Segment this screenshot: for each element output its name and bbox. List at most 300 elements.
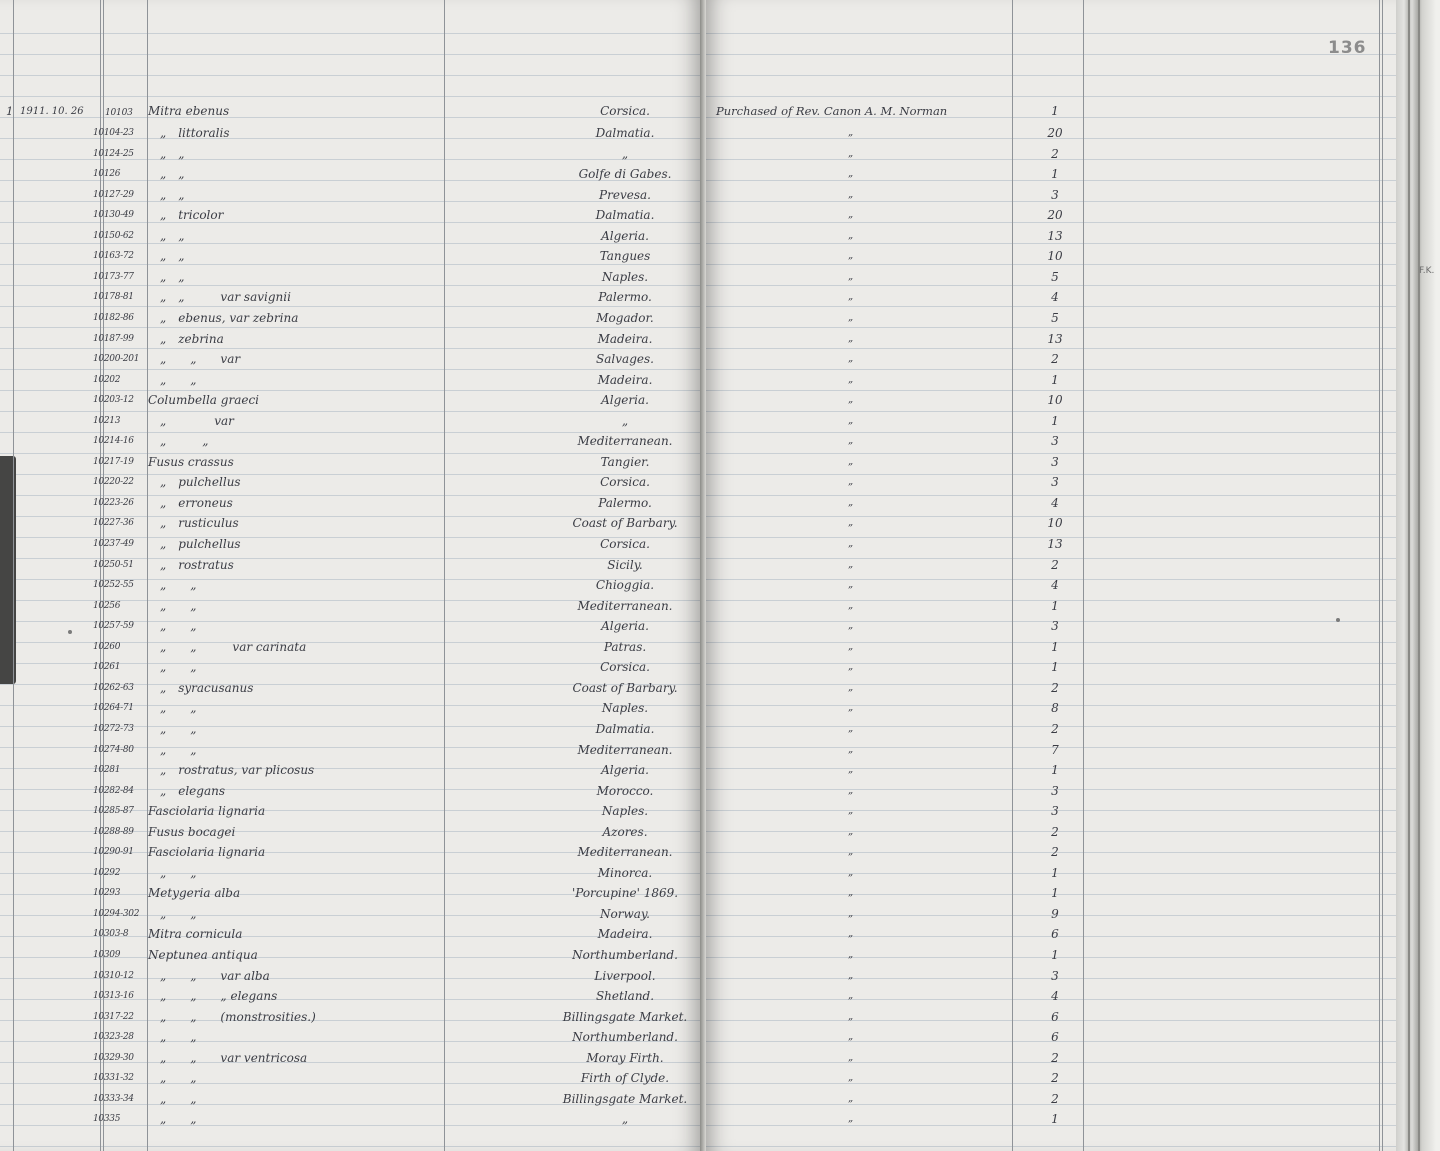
specimen-count: 3	[1051, 187, 1059, 202]
register-number: 10223-26	[93, 497, 134, 508]
specimen-count: 2	[1051, 557, 1059, 572]
register-number: 10288-89	[93, 826, 134, 837]
source-ditto: „	[848, 764, 854, 776]
source-ditto: „	[848, 496, 854, 508]
table-row	[0, 452, 1396, 472]
species-name: „ „	[148, 187, 185, 202]
species-name: Fusus bocagei	[148, 824, 236, 839]
specimen-count: 1	[1051, 413, 1059, 428]
source-ditto: „	[848, 949, 854, 960]
locality: Dalmatia.	[595, 721, 655, 736]
locality: Shetland.	[595, 989, 655, 1004]
register-number: 10217-19	[93, 456, 134, 467]
species-name: „ var	[148, 413, 234, 428]
locality: Dalmatia.	[595, 126, 655, 140]
register-number: 10323-28	[93, 1032, 134, 1043]
register-number: 10173-77	[93, 271, 134, 282]
specimen-count: 3	[1051, 434, 1059, 449]
source-ditto: „	[848, 147, 854, 159]
species-name: „ „	[148, 1071, 197, 1086]
register-number: 10130-49	[93, 210, 134, 221]
source-ditto: „	[848, 353, 854, 365]
table-row	[0, 842, 1396, 862]
register-number: 10303-8	[93, 929, 129, 940]
species-name: „ „	[148, 434, 209, 449]
source-ditto: „	[848, 127, 854, 138]
species-name: „ rostratus, var plicosus	[148, 763, 315, 778]
register-number: 10274-80	[93, 744, 134, 755]
specimen-count: 13	[1047, 331, 1063, 346]
register-number: 10103	[105, 108, 133, 118]
source-ditto: „	[848, 188, 854, 200]
table-row	[0, 1007, 1396, 1027]
species-name: „ „ var ventricosa	[148, 1050, 308, 1065]
species-name: „ „ var	[148, 352, 241, 367]
paper-speck	[68, 630, 72, 634]
species-name: Mitra cornicula	[148, 927, 243, 942]
specimen-count: 2	[1051, 146, 1059, 161]
species-name: „ „ (monstrosities.)	[148, 1009, 316, 1024]
source-ditto: „	[848, 394, 854, 406]
species-name: „ „	[148, 578, 197, 593]
source-ditto: „	[848, 681, 854, 693]
register-number: 10282-84	[93, 785, 134, 796]
register-number: 10187-99	[93, 333, 134, 344]
source-ditto: „	[848, 969, 854, 981]
source-ditto: „	[848, 620, 854, 632]
locality: Madeira.	[597, 331, 653, 346]
source-ditto: „	[848, 1092, 854, 1104]
table-row	[0, 472, 1396, 492]
table-row	[0, 308, 1396, 328]
register-number: 10257-59	[93, 621, 134, 632]
table-row	[0, 226, 1396, 246]
register-number: 10202	[93, 374, 121, 385]
specimen-count: 3	[1051, 475, 1059, 490]
source-ditto: „	[848, 332, 854, 344]
register-number: 10214-16	[93, 436, 134, 447]
register-number: 10178-81	[93, 292, 134, 303]
specimen-count: 1	[1051, 167, 1059, 182]
register-number: 10329-30	[93, 1052, 134, 1063]
locality: Algeria.	[601, 393, 649, 408]
source-ditto: „	[848, 846, 854, 858]
source-ditto: „	[848, 887, 854, 899]
register-number: 10313-16	[93, 991, 134, 1002]
table-row	[0, 1109, 1396, 1129]
locality: Naples.	[601, 804, 649, 819]
source-ditto: „	[848, 229, 854, 241]
register-number: 10290-91	[93, 847, 134, 858]
table-row	[0, 411, 1396, 431]
species-name: „ littoralis	[148, 126, 230, 140]
specimen-count: 3	[1051, 619, 1059, 634]
specimen-count: 1	[1051, 639, 1059, 654]
specimen-count: 10	[1047, 393, 1063, 408]
register-number: 10250-51	[93, 559, 134, 570]
table-row	[0, 555, 1396, 575]
register-number: 10331-32	[93, 1073, 134, 1084]
register-number: 10124-25	[93, 148, 134, 159]
locality: Norway.	[600, 906, 650, 921]
register-number: 10272-73	[93, 723, 134, 734]
locality: Dalmatia.	[595, 208, 655, 223]
table-row	[0, 164, 1396, 184]
table-row	[0, 123, 1396, 143]
source-ditto: „	[848, 784, 854, 796]
source-ditto: „	[848, 743, 854, 755]
species-name: „ „ var alba	[148, 968, 270, 983]
register-number: 10333-34	[93, 1093, 134, 1104]
table-row	[0, 883, 1396, 903]
species-name: Neptunea antiqua	[148, 948, 258, 962]
specimen-count: 10	[1047, 516, 1063, 531]
locality: Patras.	[603, 639, 647, 654]
species-name: Mitra ebenus	[148, 104, 230, 118]
locality: Corsica.	[600, 537, 650, 551]
register-number: 10310-12	[93, 970, 134, 981]
register-number: 10285-87	[93, 806, 134, 817]
register-number: 10163-72	[93, 251, 134, 262]
species-name: „ „ var carinata	[148, 639, 307, 654]
species-name: Fasciolaria lignaria	[148, 845, 266, 860]
locality: Mediterranean.	[577, 598, 673, 613]
locality: Mogador.	[596, 310, 654, 325]
source-ditto: „	[848, 825, 854, 837]
register-number: 10292	[93, 867, 121, 878]
source-ditto: „	[848, 538, 854, 549]
specimen-count: 10	[1047, 249, 1063, 264]
locality: Sicily.	[607, 557, 643, 572]
locality: Palermo.	[598, 290, 652, 305]
specimen-count: 2	[1051, 352, 1059, 367]
source-ditto: „	[848, 435, 854, 447]
species-name: „ „	[148, 865, 197, 880]
locality: Minorca.	[597, 865, 653, 880]
locality: Madeira.	[597, 372, 653, 387]
table-row	[0, 1027, 1396, 1047]
species-name: Fusus crassus	[148, 454, 234, 469]
species-name: „ elegans	[148, 783, 225, 798]
specimen-count: 2	[1051, 824, 1059, 839]
specimen-count: 20	[1047, 208, 1063, 223]
locality: Algeria.	[601, 763, 649, 778]
locality: Corsica.	[600, 660, 650, 675]
register-number: 10335	[93, 1114, 121, 1125]
specimen-count: 20	[1047, 126, 1063, 140]
locality: Morocco.	[596, 783, 654, 798]
table-row	[0, 596, 1396, 616]
table-row	[0, 329, 1396, 349]
species-name: „ „	[148, 228, 185, 243]
register-number: 10227-36	[93, 518, 134, 529]
source-ditto: „	[848, 250, 854, 262]
edge-mark: F.K.	[1419, 266, 1435, 276]
source-ditto: „	[848, 1010, 854, 1022]
register-number: 10127-29	[93, 189, 134, 200]
specimen-count: 2	[1051, 721, 1059, 736]
species-name: „ „ „ elegans	[148, 989, 278, 1004]
specimen-count: 5	[1051, 310, 1059, 325]
table-row	[0, 575, 1396, 595]
locality: Billingsgate Market.	[562, 1091, 688, 1106]
source-ditto: „	[848, 928, 854, 940]
register-number: 10252-55	[93, 580, 134, 591]
species-name: Metygeria alba	[148, 886, 241, 901]
species-name: „ pulchellus	[148, 537, 241, 551]
source-ditto: „	[848, 209, 854, 221]
register-number: 10309	[93, 950, 121, 960]
specimen-count: 3	[1051, 783, 1059, 798]
species-name: „ syracusanus	[148, 680, 254, 695]
register-number: 10220-22	[93, 477, 134, 488]
register-number: 10237-49	[93, 539, 134, 549]
register-number: 10260	[93, 641, 121, 652]
species-name: „ „ var savignii	[148, 290, 291, 305]
table-row	[0, 1068, 1396, 1088]
species-name: „ „	[148, 146, 185, 161]
species-name: „ „	[148, 167, 185, 182]
table-row	[0, 637, 1396, 657]
locality: Golfe di Gabes.	[578, 167, 672, 182]
species-name: „ „	[148, 1030, 197, 1045]
species-name: „ pulchellus	[148, 475, 241, 490]
register-number: 10281	[93, 765, 121, 776]
register-number: 10150-62	[93, 230, 134, 241]
table-row	[0, 493, 1396, 513]
species-name: „ „	[148, 660, 197, 675]
locality: Chioggia.	[595, 578, 655, 593]
specimen-count: 2	[1051, 845, 1059, 860]
locality: Moray Firth.	[586, 1050, 664, 1065]
specimen-count: 7	[1051, 742, 1059, 757]
table-row	[0, 349, 1396, 369]
source-ditto: „	[848, 907, 854, 919]
species-name: „ „	[148, 372, 197, 387]
locality: „	[621, 146, 629, 161]
specimen-count: 6	[1051, 927, 1059, 942]
table-row	[0, 822, 1396, 842]
source-ditto: „	[848, 990, 854, 1002]
specimen-count: 2	[1051, 1071, 1059, 1086]
source-ditto: „	[848, 1051, 854, 1063]
locality: „	[621, 413, 629, 428]
specimen-count: 2	[1051, 680, 1059, 695]
specimen-count: 1	[1051, 948, 1059, 962]
locality: Madeira.	[597, 927, 653, 942]
register-number: 10261	[93, 662, 121, 673]
register-number: 10317-22	[93, 1011, 134, 1022]
register-number: 10294-302	[93, 908, 140, 919]
table-row	[0, 1089, 1396, 1109]
species-name: „ „	[148, 269, 185, 284]
locality: Mediterranean.	[577, 434, 673, 449]
source-ditto: „	[848, 702, 854, 714]
source-ditto: „	[848, 455, 854, 467]
table-row	[0, 863, 1396, 883]
species-name: Columbella graeci	[148, 393, 260, 408]
page-edge-stack	[1396, 0, 1440, 1151]
species-name: „ tricolor	[148, 208, 224, 223]
specimen-count: 1	[1051, 598, 1059, 613]
source-ditto: „	[848, 414, 854, 426]
register-number: 10262-63	[93, 682, 134, 693]
locality: Firth of Clyde.	[580, 1071, 670, 1086]
specimen-count: 6	[1051, 1030, 1059, 1045]
specimen-count: 1	[1051, 660, 1059, 675]
specimen-count: 1	[1051, 886, 1059, 901]
register-number: 10126	[93, 169, 121, 180]
table-row	[0, 1048, 1396, 1068]
locality: Palermo.	[598, 495, 652, 510]
table-row	[0, 698, 1396, 718]
source-ditto: „	[848, 476, 854, 488]
table-row	[0, 185, 1396, 205]
table-row	[0, 390, 1396, 410]
source-ditto: „	[848, 640, 854, 652]
species-name: „ „	[148, 598, 197, 613]
locality: Liverpool.	[594, 968, 656, 983]
locality: Tangier.	[600, 454, 650, 469]
table-row	[0, 924, 1396, 944]
table-row	[0, 246, 1396, 266]
source-ditto: „	[848, 558, 854, 570]
locality: Coast of Barbary.	[572, 680, 678, 695]
species-name: „ ebenus, var zebrina	[148, 310, 299, 325]
locality: Azores.	[602, 824, 648, 839]
locality: Tangues	[599, 249, 651, 264]
table-row	[0, 205, 1396, 225]
register-number: 10264-71	[93, 703, 134, 714]
species-name: „ „	[148, 742, 197, 757]
species-name: Fasciolaria lignaria	[148, 804, 266, 819]
specimen-count: 1	[1051, 1112, 1059, 1127]
species-name: „ „	[148, 1112, 197, 1127]
locality: Northumberland.	[572, 948, 678, 962]
locality: Corsica.	[600, 104, 650, 118]
table-row	[0, 616, 1396, 636]
locality: Algeria.	[601, 228, 649, 243]
locality: Salvages.	[596, 352, 654, 367]
table-row	[0, 657, 1396, 677]
specimen-count: 9	[1051, 906, 1059, 921]
specimen-count: 3	[1051, 804, 1059, 819]
table-row	[0, 144, 1396, 164]
source-ditto: „	[848, 168, 854, 180]
specimen-count: 2	[1051, 1091, 1059, 1106]
entry-number: 1	[6, 104, 14, 118]
register-number: 10256	[93, 600, 121, 611]
table-row	[0, 966, 1396, 986]
specimen-count: 6	[1051, 1009, 1059, 1024]
species-name: „ „	[148, 1091, 197, 1106]
specimen-count: 1	[1051, 763, 1059, 778]
species-name: „ rostratus	[148, 557, 234, 572]
species-name: „ erroneus	[148, 495, 233, 510]
species-name: „ „	[148, 249, 185, 264]
table-row	[0, 287, 1396, 307]
species-name: „ „	[148, 906, 197, 921]
table-row	[0, 760, 1396, 780]
specimen-count: 2	[1051, 1050, 1059, 1065]
source-ditto: „	[848, 599, 854, 611]
locality: Corsica.	[600, 475, 650, 490]
source-ditto: „	[848, 866, 854, 878]
table-row	[0, 801, 1396, 821]
locality: Mediterranean.	[577, 742, 673, 757]
table-row	[0, 267, 1396, 287]
locality: Billingsgate Market.	[562, 1009, 688, 1024]
register-number: 10182-86	[93, 312, 134, 323]
table-row	[0, 719, 1396, 739]
locality: Mediterranean.	[577, 845, 673, 860]
register-number: 10213	[93, 415, 121, 426]
paper-speck	[1336, 618, 1340, 622]
source-ditto: „	[848, 311, 854, 323]
table-row	[0, 986, 1396, 1006]
specimen-count: 3	[1051, 454, 1059, 469]
source-ditto: „	[848, 1072, 854, 1084]
locality: Naples.	[601, 269, 649, 284]
species-name: „ rusticulus	[148, 516, 239, 531]
specimen-count: 1	[1051, 865, 1059, 880]
specimen-count: 13	[1047, 228, 1063, 243]
locality: Algeria.	[601, 619, 649, 634]
table-row	[0, 945, 1396, 965]
locality: Naples.	[601, 701, 649, 716]
source-ditto: „	[848, 579, 854, 591]
species-name: „ „	[148, 701, 197, 716]
specimen-count: 4	[1051, 989, 1059, 1004]
specimen-count: 8	[1051, 701, 1059, 716]
locality: Northumberland.	[572, 1030, 678, 1045]
source-ditto: „	[848, 661, 854, 673]
specimen-count: 1	[1051, 104, 1059, 118]
specimen-count: 4	[1051, 578, 1059, 593]
entry-date: 1911. 10. 26	[20, 106, 84, 117]
table-row	[0, 534, 1396, 554]
table-row	[0, 740, 1396, 760]
source-ditto: „	[848, 291, 854, 303]
locality: „	[621, 1112, 629, 1127]
table-row	[0, 904, 1396, 924]
source-ditto: „	[848, 270, 854, 282]
register-number: 10203-12	[93, 395, 134, 406]
specimen-count: 1	[1051, 372, 1059, 387]
specimen-count: 4	[1051, 495, 1059, 510]
source-ditto: „	[848, 722, 854, 734]
register-number: 10293	[93, 888, 121, 899]
locality: 'Porcupine' 1869.	[571, 886, 679, 901]
species-name: „ „	[148, 619, 197, 634]
specimen-count: 13	[1047, 537, 1063, 551]
locality: Prevesa.	[599, 187, 651, 202]
species-name: „ „	[148, 721, 197, 736]
source-ditto: „	[848, 373, 854, 385]
table-row	[0, 781, 1396, 801]
source-ditto: „	[848, 805, 854, 817]
species-name: „ zebrina	[148, 331, 224, 346]
source: Purchased of Rev. Canon A. M. Norman	[716, 104, 948, 118]
source-ditto: „	[848, 1113, 854, 1125]
locality: Coast of Barbary.	[572, 516, 678, 531]
register-number: 10200-201	[93, 354, 140, 365]
specimen-count: 5	[1051, 269, 1059, 284]
table-row	[0, 431, 1396, 451]
table-row	[0, 370, 1396, 390]
page-number: 136	[1328, 38, 1367, 58]
source-ditto: „	[848, 1031, 854, 1043]
